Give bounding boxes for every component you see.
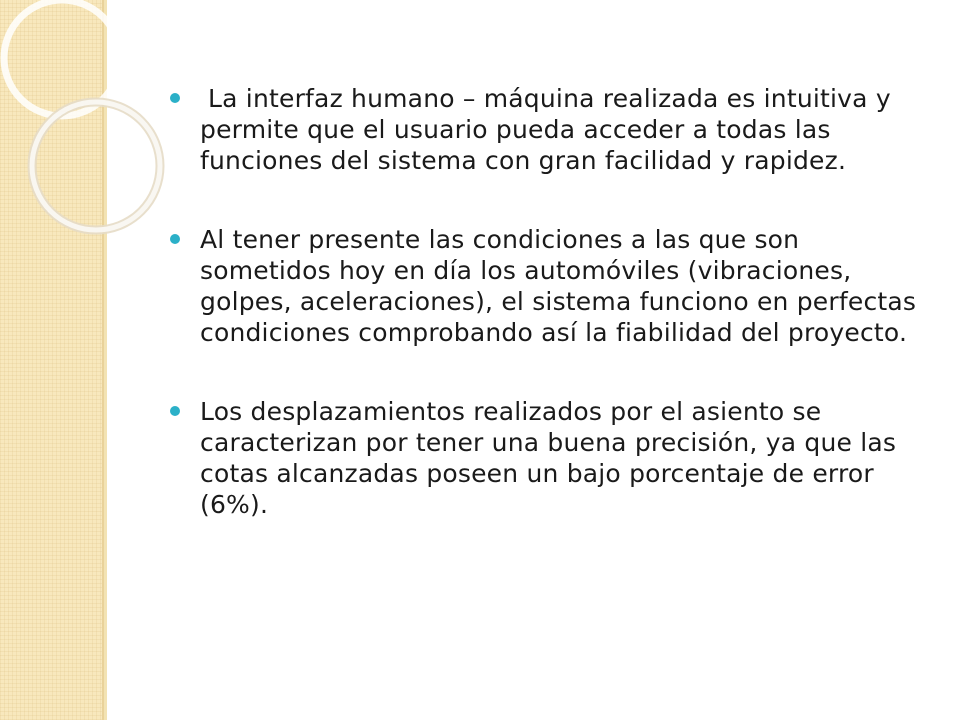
bullet-text-1: La interfaz humano – máquina realizada es intuitiva y permite que el usuario pueda acceder a todas las funciones del sistema con gran facilidad y rapidez. — [200, 84, 891, 175]
slide-content — [160, 83, 930, 520]
bullet-item-1 — [160, 83, 930, 176]
bullet-dot-icon — [170, 406, 180, 416]
bullet-item-3 — [160, 396, 930, 520]
decorative-ring-bottom — [32, 102, 160, 230]
bullet-text-3: Los desplazamientos realizados por el asiento se caracterizan por tener una buena precisión, ya que las cotas alcanzadas poseen un bajo porcentaje de error (6%). — [200, 397, 897, 519]
decorative-rings — [0, 0, 140, 260]
bullet-dot-icon — [170, 234, 180, 244]
bullet-dot-icon — [170, 93, 180, 103]
bullet-list — [160, 83, 930, 520]
bullet-text-2: Al tener presente las condiciones a las que son sometidos hoy en día los automóviles (vibraciones, golpes, aceleraciones), el sistema funciono en perfectas condiciones comprobando así la fiabilidad del proyecto. — [200, 225, 917, 347]
bullet-item-2 — [160, 224, 930, 348]
